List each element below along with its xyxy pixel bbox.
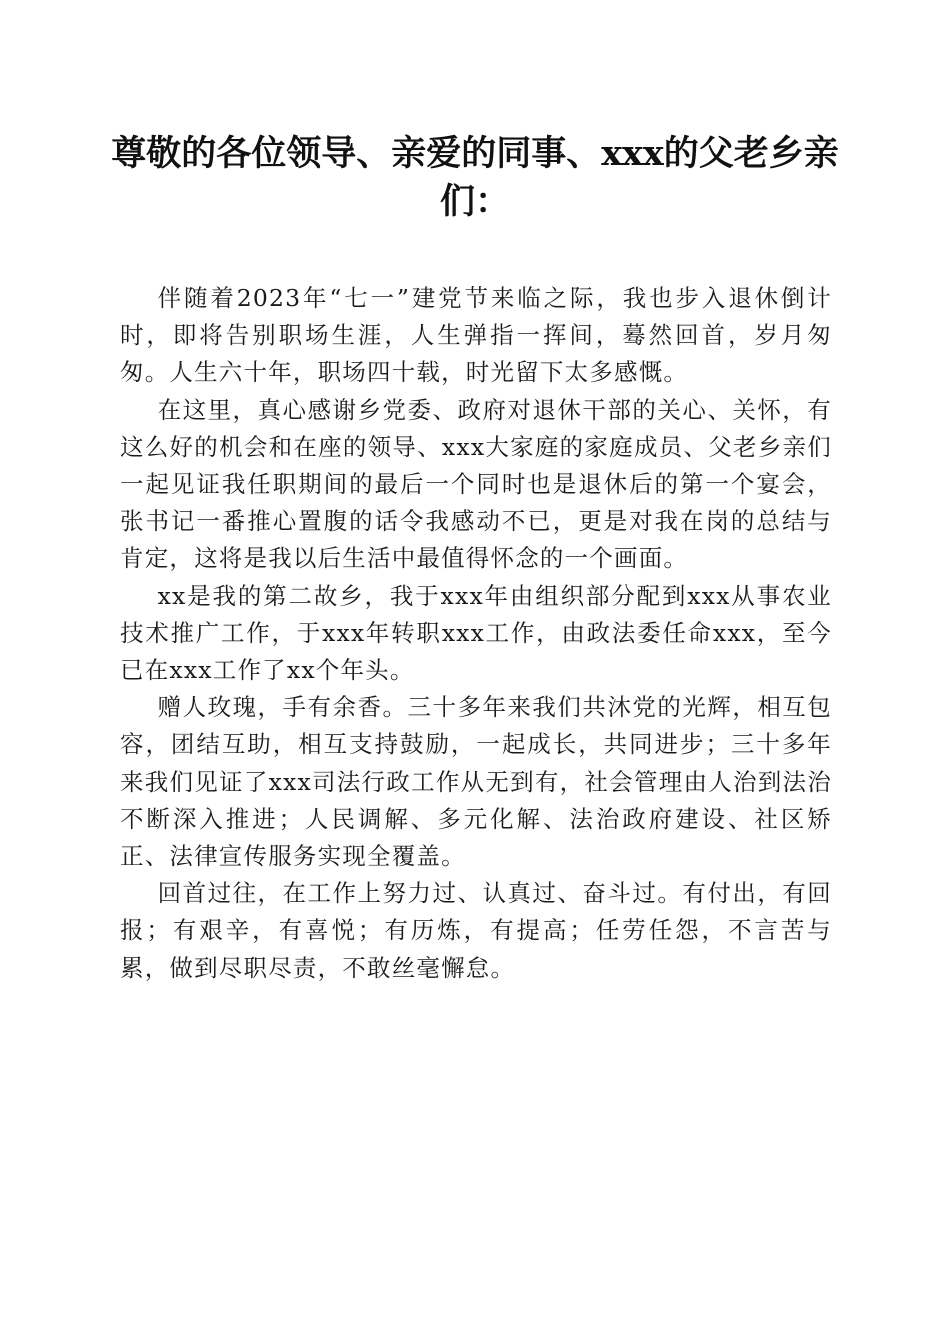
paragraph: 在这里，真心感谢乡党委、政府对退休干部的关心、关怀，有这么好的机会和在座的领导、xxx大家庭的家庭成员、父老乡亲们一起见证我任职期间的最后一个同时也是退休后的第一个宴会，张书记一番推心置腹的话令我感动不已，更是对我在岗的总结与肯定，这将是我以后生活中最值得怀念的一个画面。 [120, 395, 832, 573]
paragraph: 赠人玫瑰，手有余香。三十多年来我们共沐党的光辉，相互包容，团结互助，相互支持鼓励，一起成长，共同进步；三十多年来我们见证了xxx司法行政工作从无到有，社会管理由人治到法治不断深入推进；人民调解、多元化解、法治政府建设、社区矫正、法律宣传服务实现全覆盖。 [120, 693, 832, 871]
paragraph: 伴随着2023年“七一”建党节来临之际，我也步入退休倒计时，即将告别职场生涯，人生弹指一挥间，蓦然回首，岁月匆匆。人生六十年，职场四十载，时光留下太多感慨。 [120, 284, 832, 387]
document-title: 尊敬的各位领导、亲爱的同事、xxx的父老乡亲们： [111, 133, 839, 222]
document-body [120, 280, 832, 987]
paragraph: xx是我的第二故乡，我于xxx年由组织部分配到xxx从事农业技术推广工作，于xxx年转职xxx工作，由政法委任命xxx，至今已在xxx工作了xx个年头。 [120, 581, 832, 685]
paragraph: 回首过往，在工作上努力过、认真过、奋斗过。有付出，有回报；有艰辛，有喜悦；有历炼，有提高；任劳任怨，不言苦与累，做到尽职尽责，不敢丝毫懈怠。 [120, 879, 832, 982]
